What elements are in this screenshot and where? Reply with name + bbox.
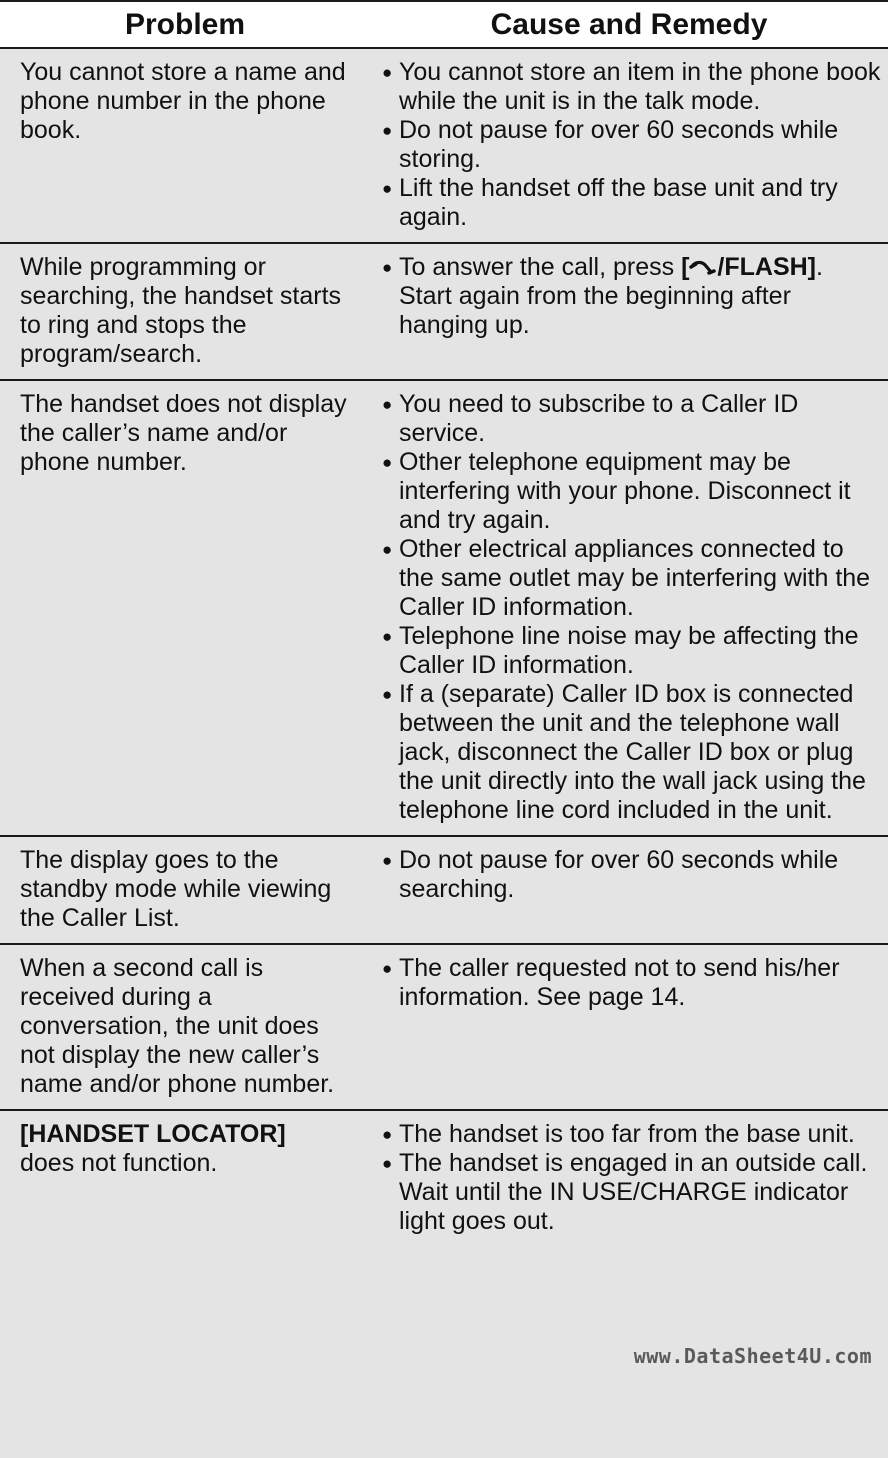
- table-row: [0, 380, 888, 836]
- problem-cell: When a second call is received during a conversation, the unit does not display the new caller’s name and/or phone number.: [0, 944, 370, 1110]
- remedy-item: [382, 1149, 882, 1236]
- flash-key-label: /FLASH]: [717, 253, 817, 281]
- bullet-icon: ●: [382, 685, 393, 704]
- bullet-icon: ●: [382, 959, 393, 978]
- problem-column-header: Problem: [0, 1, 370, 48]
- remedy-item: [382, 535, 882, 622]
- bullet-icon: ●: [382, 1154, 393, 1173]
- remedy-text: To answer the call, press: [399, 253, 682, 281]
- remedy-list: [382, 253, 882, 340]
- table-header-row: [0, 1, 888, 48]
- cause-and-remedy-column-header: Cause and Remedy: [370, 1, 888, 48]
- remedy-cell: [370, 380, 888, 836]
- bullet-icon: ●: [382, 627, 393, 646]
- problem-cell: [0, 1110, 370, 1458]
- problem-cell: You cannot store a name and phone number in the phone book.: [0, 48, 370, 243]
- flash-key-open-bracket: [: [681, 253, 690, 281]
- problem-cell: While programming or searching, the handset starts to ring and stops the program/search.: [0, 243, 370, 380]
- remedy-list: [382, 390, 882, 825]
- bullet-icon: ●: [382, 121, 393, 140]
- remedy-text: If a (separate) Caller ID box is connected between the unit and the telephone wall jack, disconnect the Caller ID box or plug the unit directly into the wall jack using the telephone line cord included in the unit.: [399, 680, 866, 824]
- remedy-list: [382, 846, 882, 904]
- remedy-text: The caller requested not to send his/her information. See page 14.: [399, 954, 840, 1011]
- remedy-text: You need to subscribe to a Caller ID service.: [399, 390, 799, 447]
- remedy-cell: [370, 944, 888, 1110]
- remedy-item: [382, 846, 882, 904]
- remedy-text: . Start again from the beginning after hanging up.: [399, 253, 823, 339]
- remedy-item: [382, 954, 882, 1012]
- bullet-icon: ●: [382, 1125, 393, 1144]
- remedy-text: Lift the handset off the base unit and try again.: [399, 174, 838, 231]
- remedy-text: Other electrical appliances connected to the same outlet may be interfering with the Caller ID information.: [399, 535, 871, 621]
- remedy-item: [382, 622, 882, 680]
- problem-cell: The display goes to the standby mode while viewing the Caller List.: [0, 836, 370, 944]
- bullet-icon: ●: [382, 395, 393, 414]
- remedy-cell: [370, 48, 888, 243]
- remedy-item: [382, 58, 882, 116]
- table-row: [0, 1110, 888, 1458]
- remedy-text: The handset is too far from the base unit.: [399, 1120, 855, 1148]
- table-row: [0, 243, 888, 380]
- remedy-text: Do not pause for over 60 seconds while storing.: [399, 116, 839, 173]
- remedy-text: Other telephone equipment may be interfering with your phone. Disconnect it and try again.: [399, 448, 851, 534]
- remedy-cell: [370, 1110, 888, 1458]
- remedy-item: [382, 116, 882, 174]
- remedy-list: [382, 58, 882, 232]
- remedy-text: The handset is engaged in an outside call. Wait until the IN USE/CHARGE indicator light goes out.: [399, 1149, 868, 1235]
- table-row: [0, 48, 888, 243]
- table-row: [0, 944, 888, 1110]
- problem-text: does not function.: [20, 1149, 218, 1177]
- table-row: [0, 836, 888, 944]
- bullet-icon: ●: [382, 258, 393, 277]
- remedy-text: Telephone line noise may be affecting the Caller ID information.: [399, 622, 859, 679]
- problem-cell: The handset does not display the caller’s name and/or phone number.: [0, 380, 370, 836]
- remedy-item: [382, 174, 882, 232]
- remedy-item: [382, 448, 882, 535]
- bullet-icon: ●: [382, 179, 393, 198]
- handset-locator-key-label: [HANDSET LOCATOR]: [20, 1120, 286, 1148]
- bullet-icon: ●: [382, 63, 393, 82]
- remedy-list: [382, 954, 882, 1012]
- bullet-icon: ●: [382, 540, 393, 559]
- remedy-item: [382, 680, 882, 825]
- remedy-cell: [370, 243, 888, 380]
- hang-up-handset-icon: [689, 260, 717, 276]
- remedy-text: Do not pause for over 60 seconds while searching.: [399, 846, 839, 903]
- remedy-item: [382, 1120, 882, 1149]
- remedy-item: [382, 253, 882, 340]
- bullet-icon: ●: [382, 453, 393, 472]
- remedy-list: [382, 1120, 882, 1236]
- remedy-text: You cannot store an item in the phone book while the unit is in the talk mode.: [399, 58, 881, 115]
- watermark: www.DataSheet4U.com: [633, 1344, 872, 1368]
- bullet-icon: ●: [382, 851, 393, 870]
- remedy-cell: [370, 836, 888, 944]
- remedy-item: [382, 390, 882, 448]
